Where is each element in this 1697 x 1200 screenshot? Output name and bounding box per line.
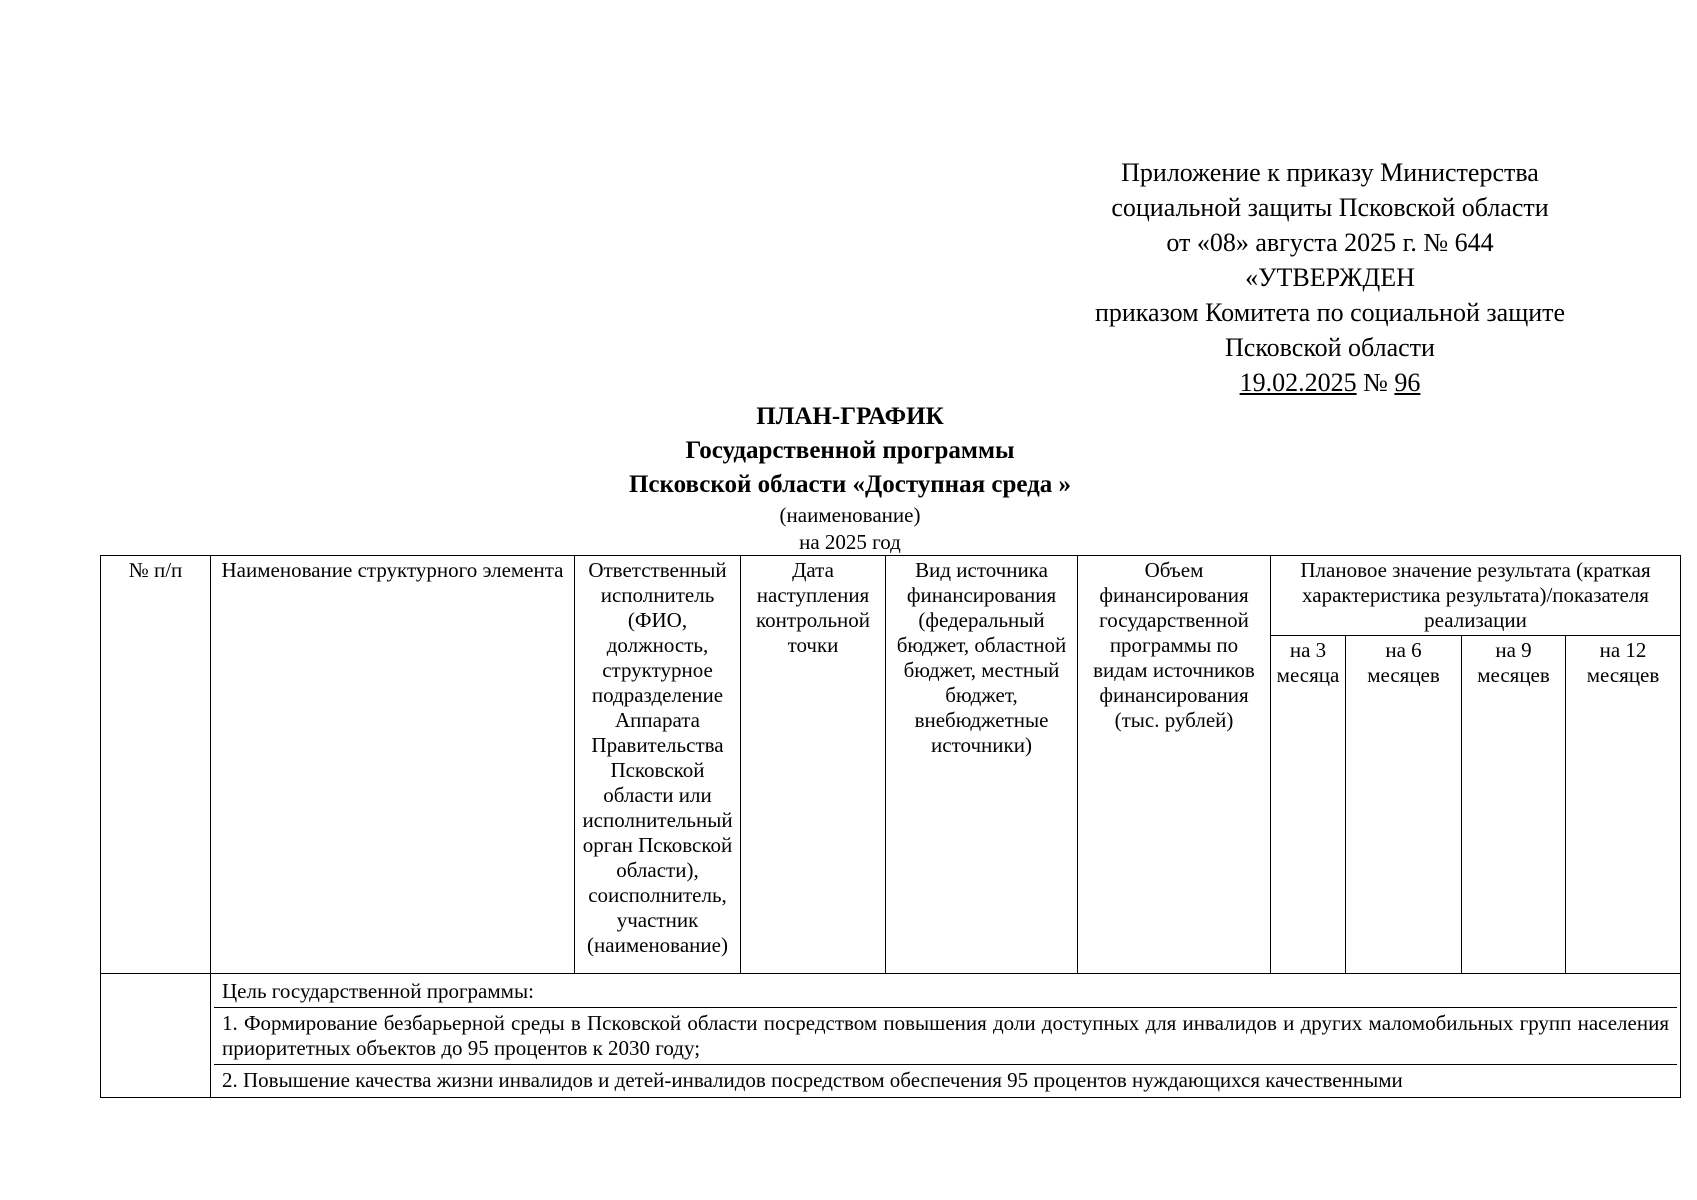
header-9-months: на 9 месяцев <box>1462 636 1566 974</box>
document-subtitle: Государственной программы <box>685 437 1015 464</box>
header-structural-element: Наименование структурного элемента <box>211 556 575 974</box>
header-responsible-executor: Ответственный исполнитель (ФИО, должность, структурное подразделение Аппарата Правительства Псковской области или исполнительный орган Псковской области), соисполнитель, участник (наименование) <box>575 556 741 974</box>
document-title: ПЛАН-ГРАФИК <box>756 403 944 430</box>
approval-number-sign: № <box>1363 368 1388 397</box>
approval-block <box>1000 155 1660 400</box>
approval-line: от «08» августа 2025 г. № 644 <box>1166 228 1494 257</box>
program-goal-cell <box>211 974 1681 1098</box>
header-6-months: на 6 месяцев <box>1346 636 1462 974</box>
name-note: (наименование) <box>779 503 921 527</box>
header-control-date: Дата наступления контрольной точки <box>741 556 886 974</box>
header-funding-source: Вид источника финансирования (федеральный бюджет, областной бюджет, местный бюджет, внебюджетные источники) <box>886 556 1078 974</box>
goal-label: Цель государственной программы: <box>214 976 1677 1008</box>
plan-table <box>100 555 1681 1098</box>
program-name: Псковской области «Доступная среда » <box>628 471 1072 498</box>
header-planned-value: Плановое значение результата (краткая характеристика результата)/показателя реализации <box>1271 556 1681 636</box>
approval-number: 96 <box>1394 368 1421 397</box>
header-number: № п/п <box>101 556 211 974</box>
header-12-months: на 12 месяцев <box>1566 636 1681 974</box>
goal-item: 1. Формирование безбарьерной среды в Псковской области посредством повышения доли доступных для инвалидов и других маломобильных групп населения приоритетных объектов до 95 процентов к 2030 году; <box>214 1008 1677 1065</box>
plan-year: на 2025 год <box>799 530 901 554</box>
header-funding-volume: Объем финансирования государственной программы по видам источников финансирования (тыс. рублей) <box>1078 556 1271 974</box>
table-row <box>101 974 1681 1098</box>
approval-line: Псковской области <box>1225 333 1435 362</box>
approval-line: приказом Комитета по социальной защите <box>1094 298 1566 327</box>
goal-number-cell <box>101 974 211 1098</box>
approval-line: социальной защиты Псковской области <box>1111 193 1549 222</box>
approval-date: 19.02.2025 <box>1239 368 1357 397</box>
approval-line: Приложение к приказу Министерства <box>1121 158 1539 187</box>
goal-item: 2. Повышение качества жизни инвалидов и детей-инвалидов посредством обеспечения 95 процентов нуждающихся качественными <box>222 1068 1403 1092</box>
approval-date-line <box>1000 365 1660 400</box>
document-title-block <box>380 400 1320 556</box>
table-header-row <box>101 556 1681 636</box>
header-3-months: на 3 месяца <box>1271 636 1346 974</box>
approval-line: «УТВЕРЖДЕН <box>1245 263 1415 292</box>
